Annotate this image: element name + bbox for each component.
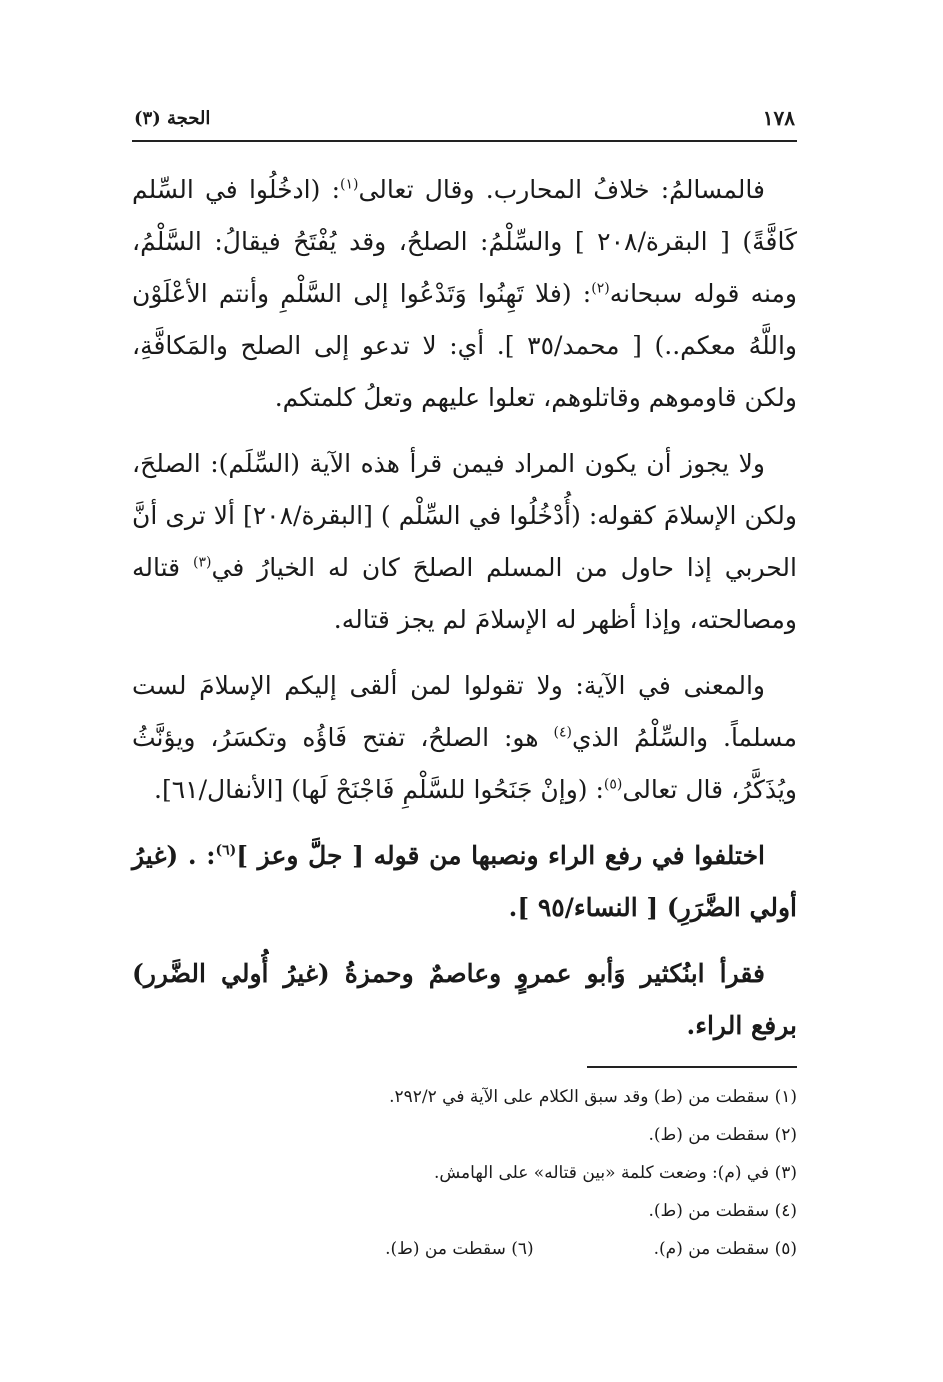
footnote-4: (٤) سقطت من (ط). (648, 1201, 797, 1221)
paragraph-text: : . (غيرُ أولي الضَّرَرِ) [ النساء/٩٥ ]. (132, 841, 797, 922)
paragraph-text: فالمسالمُ: خلافُ المحارب. وقال تعالى (358, 175, 765, 204)
footnote-row (132, 1230, 797, 1268)
page-header (132, 100, 797, 142)
paragraph-text: فقرأ ابنُكثير وَأبو عمروٍ وعاصمٌ وحمزةُ (غيرُ أُولي الضَّرر) برفع الراء. (132, 959, 797, 1040)
paragraph-text: اختلفوا في رفع الراء ونصبها من قوله [ جلَّ وعز ] (236, 841, 765, 870)
footnote-ref: (٦) (215, 842, 237, 859)
paragraph-text: : (وإنْ جَنَحُوا للسَّلْمِ فَاجْنَحْ لَها) [الأنفال/٦١]. (154, 775, 604, 804)
footnote-5: (٥) سقطت من (م). (653, 1239, 797, 1259)
paragraph-2 (132, 438, 797, 646)
paragraph-text: هو: الصلحُ، تفتح فَاؤُه وتكسَرُ، ويؤنَّثُ ويُذَكَّرُ، قال تعالى (132, 723, 797, 804)
paragraph-3 (132, 660, 797, 816)
paragraph-4-bold (132, 830, 797, 934)
running-title: الحجة (٣) (134, 108, 211, 129)
footnote-ref: (٤) (553, 724, 572, 741)
main-text (132, 164, 797, 1052)
footnote-separator (587, 1066, 797, 1068)
footnote-2: (٢) سقطت من (ط). (648, 1125, 797, 1145)
footnote-6: (٦) سقطت من (ط). (385, 1239, 534, 1259)
paragraph-text: والمعنى في الآية: ولا تقولوا لمن ألقى إليكم الإسلامَ لست مسلماً. والسِّلْمُ الذي (132, 671, 797, 752)
paragraph-1 (132, 164, 797, 424)
paragraph-text: : (فلا تَهِنُوا وَتَدْعُوا إلى السَّلْمِ وأنتم الأعْلَوْن واللَّهُ معكم..) [ محمد/٣٥ ]. أي: لا تدعو إلى الصلح والمَكافَّةِ، ولكن قاوموهم وقاتلوهم، تعلوا عليهم وتعلُ كلمتكم. (132, 279, 797, 412)
paragraph-5-bold (132, 948, 797, 1052)
paragraph-text: ولا يجوز أن يكون المراد فيمن قرأ هذه الآية (السِّلَم): الصلحَ، ولكن الإسلامَ كقوله: (أُدْخُلُوا في السِّلْم ) [البقرة/٢٠٨] ألا ترى أنَّ الحربي إذا حاول من المسلم الصلحَ كان له الخيارُ في (132, 449, 797, 582)
paragraph-text: : (ادخُلُوا في السِّلم كَافَّةً) [ البقرة/٢٠٨ ] والسِّلْمُ: الصلحُ، وقد يُفْتَحُ فيقالُ: السَّلْمُ، ومنه قوله سبحانه (132, 175, 797, 308)
footnote-3: (٣) في (م): وضعت كلمة «بين قتاله» على الهامش. (433, 1163, 797, 1183)
footnote-ref: (٢) (591, 280, 610, 297)
footnote-ref: (١) (340, 176, 359, 193)
footnote-ref: (٣) (193, 554, 212, 571)
footnote-ref: (٥) (603, 776, 623, 793)
paragraph-text: قتاله ومصالحته، وإذا أظهر له الإسلامَ لم يجز قتاله. (132, 553, 797, 634)
footnotes (132, 1078, 797, 1268)
footnote-1: (١) سقطت من (ط) وقد سبق الكلام على الآية في ٢٩٢/٢. (389, 1087, 797, 1107)
book-page (132, 100, 797, 1300)
page-number: ١٧٨ (762, 106, 795, 130)
